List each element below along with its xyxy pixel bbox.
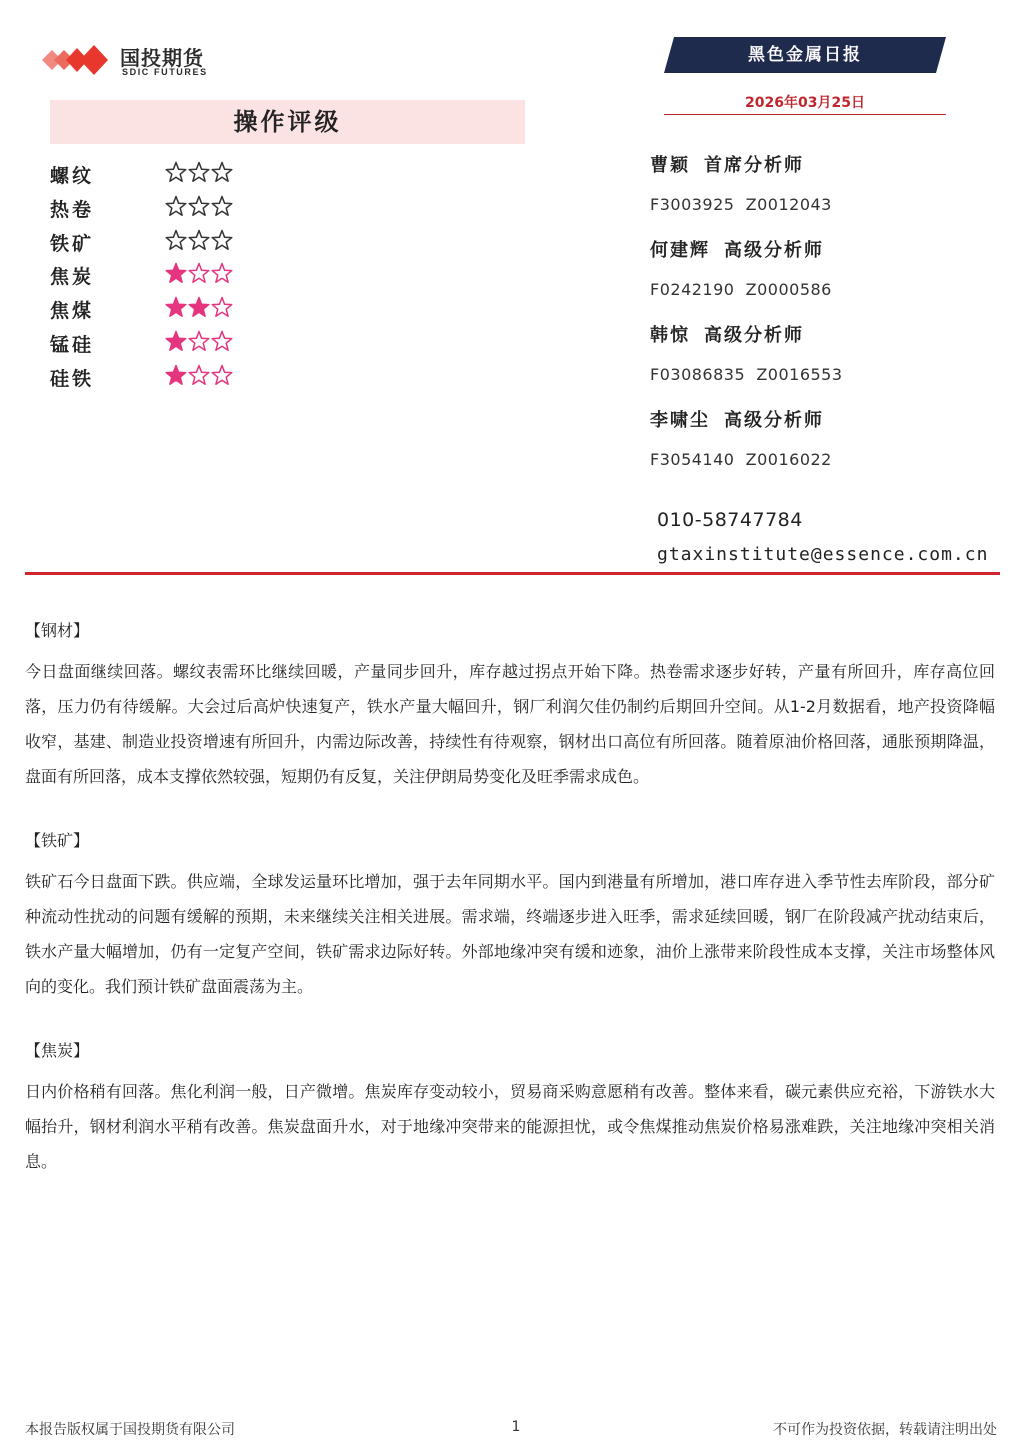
rating-commodity-name: 螺纹 xyxy=(50,165,95,187)
star-outline-icon xyxy=(211,262,233,284)
section-iron-ore xyxy=(25,829,995,1004)
section-coke xyxy=(25,1039,995,1179)
star-outline-icon xyxy=(165,161,187,183)
analyst-entry xyxy=(650,147,1010,232)
logo-mark-icon xyxy=(42,42,114,78)
star-outline-icon xyxy=(211,296,233,318)
analyst-entry xyxy=(650,232,1010,317)
analyst-license-id: F3003925 Z0012043 xyxy=(650,195,832,214)
rating-commodity-name: 热卷 xyxy=(50,198,95,221)
date-underline xyxy=(664,114,946,115)
rating-stars xyxy=(165,296,234,320)
rating-stars xyxy=(165,262,234,286)
rating-header xyxy=(50,100,525,144)
contact-phone: 010-58747784 xyxy=(657,509,803,531)
rating-row xyxy=(50,225,310,259)
company-logo xyxy=(42,40,242,80)
analyst-entry xyxy=(650,402,1010,487)
star-outline-icon xyxy=(188,229,210,251)
rating-row xyxy=(50,258,310,292)
report-date: 2026年03月25日 xyxy=(745,95,865,111)
rating-row xyxy=(50,157,310,191)
analyst-license-id: F0242190 Z0000586 xyxy=(650,280,832,299)
analyst-title: 高级分析师 xyxy=(724,240,824,261)
rating-commodity-name: 锰硅 xyxy=(50,333,95,356)
rating-commodity-name: 铁矿 xyxy=(50,232,95,255)
logo-text-cn: 国投期货 xyxy=(120,46,204,70)
report-type: 黑色金属日报 xyxy=(748,45,862,65)
analyst-name: 何建辉 xyxy=(650,240,710,261)
star-filled-icon xyxy=(165,262,187,284)
star-filled-icon xyxy=(165,330,187,352)
rating-stars xyxy=(165,195,234,219)
rating-stars xyxy=(165,161,234,185)
rating-row xyxy=(50,191,310,225)
star-filled-icon xyxy=(165,364,187,386)
star-outline-icon xyxy=(188,262,210,284)
rating-stars xyxy=(165,364,234,388)
section-body: 铁矿石今日盘面下跌。供应端，全球发运量环比增加，强于去年同期水平。国内到港量有所增加，港口库存进入季节性去库阶段，部分矿种流动性扰动的问题有缓解的预期，未来继续关注相关进展。需求端，终端逐步进入旺季，需求延续回暖，钢厂在阶段减产扰动结束后，铁水产量大幅增加，仍有一定复产空间，铁矿需求边际好转。外部地缘冲突有缓和迹象，油价上涨带来阶段性成本支撑，关注市场整体风向的变化。我们预计铁矿盘面震荡为主。 xyxy=(25,872,995,996)
star-outline-icon xyxy=(188,161,210,183)
analyst-name: 韩惊 xyxy=(650,325,690,346)
rating-commodity-name: 焦炭 xyxy=(50,266,95,289)
analyst-name: 曹颖 xyxy=(650,155,690,176)
rating-row xyxy=(50,360,310,394)
rating-row xyxy=(50,326,310,360)
footer-page-number: 1 xyxy=(511,1419,521,1435)
star-outline-icon xyxy=(211,330,233,352)
analyst-license-id: F03086835 Z0016553 xyxy=(650,365,843,384)
star-outline-icon xyxy=(188,195,210,217)
star-filled-icon xyxy=(188,296,210,318)
report-type-banner xyxy=(664,37,946,73)
rating-row xyxy=(50,292,310,326)
section-steel xyxy=(25,619,995,794)
rating-commodity-name: 硅铁 xyxy=(50,367,95,390)
rating-title: 操作评级 xyxy=(233,107,342,136)
star-outline-icon xyxy=(188,364,210,386)
analyst-title: 高级分析师 xyxy=(704,325,804,346)
footer-disclaimer: 不可作为投资依据，转载请注明出处 xyxy=(773,1422,997,1438)
analyst-list xyxy=(650,147,1010,487)
section-body: 日内价格稍有回落。焦化利润一般，日产微增。焦炭库存变动较小，贸易商采购意愿稍有改善。整体来看，碳元素供应充裕，下游铁水大幅抬升，钢材利润水平稍有改善。焦炭盘面升水，对于地缘冲突带来的能源担忧，或令焦煤推动焦炭价格易涨难跌，关注地缘冲突相关消息。 xyxy=(25,1082,995,1171)
star-outline-icon xyxy=(211,161,233,183)
star-outline-icon xyxy=(165,229,187,251)
logo-text-en: SDIC FUTURES xyxy=(122,67,208,77)
section-body: 今日盘面继续回落。螺纹表需环比继续回暖，产量同步回升，库存越过拐点开始下降。热卷需求逐步好转，产量有所回升，库存高位回落，压力仍有待缓解。大会过后高炉快速复产，铁水产量大幅回升，钢厂利润欠佳仍制约后期回升空间。从1-2月数据看，地产投资降幅收窄，基建、制造业投资增速有所回升，内需边际改善，持续性有待观察，钢材出口高位有所回落。随着原油价格回落，通胀预期降温，盘面有所回落，成本支撑依然较强，短期仍有反复，关注伊朗局势变化及旺季需求成色。 xyxy=(25,662,995,786)
star-outline-icon xyxy=(188,330,210,352)
star-outline-icon xyxy=(165,195,187,217)
rating-stars xyxy=(165,229,234,253)
section-heading: 【钢材】 xyxy=(25,621,90,640)
rating-stars xyxy=(165,330,234,354)
analyst-title: 高级分析师 xyxy=(724,410,824,431)
rating-commodity-name: 焦煤 xyxy=(50,300,95,323)
footer-copyright: 本报告版权属于国投期货有限公司 xyxy=(25,1422,235,1438)
header-divider xyxy=(25,572,1000,575)
star-outline-icon xyxy=(211,195,233,217)
analyst-entry xyxy=(650,317,1010,402)
rating-list xyxy=(50,157,310,394)
star-outline-icon xyxy=(211,229,233,251)
analyst-name: 李啸尘 xyxy=(650,410,710,431)
star-filled-icon xyxy=(165,296,187,318)
contact-email: gtaxinstitute@essence.com.cn xyxy=(657,544,989,565)
section-heading: 【铁矿】 xyxy=(25,831,90,850)
section-heading: 【焦炭】 xyxy=(25,1041,90,1060)
star-outline-icon xyxy=(211,364,233,386)
analyst-license-id: F3054140 Z0016022 xyxy=(650,450,832,469)
analyst-title: 首席分析师 xyxy=(704,155,804,176)
